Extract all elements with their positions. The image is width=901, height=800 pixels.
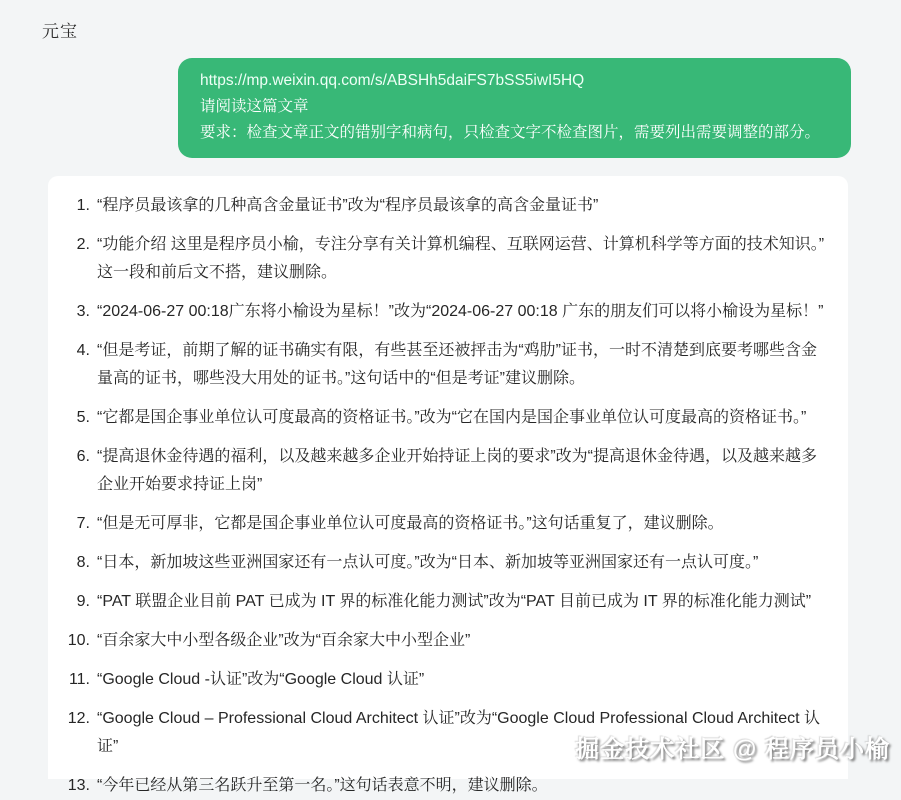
list-item-number: 11. [68,671,90,688]
list-item [48,588,828,616]
list-item-text: “它都是国企事业单位认可度最高的资格证书。”改为“它在国内是国企事业单位认可度最高的资格证书。” [97,409,807,426]
list-item-number: 5. [76,409,90,426]
list-item-number: 12. [67,710,90,727]
list-item-text: “程序员最该拿的几种高含金量证书”改为“程序员最该拿的高含金量证书” [97,197,599,214]
list-item-number: 13. [67,777,90,794]
list-item [48,231,828,287]
list-item [48,666,828,694]
list-item-number: 2. [76,236,90,253]
list-item-number: 6. [76,448,90,465]
list-item-text: “但是考证，前期了解的证书确实有限，有些甚至还被抨击为“鸡肋”证书，一时不清楚到底要考哪些含金量高的证书，哪些没大用处的证书。”这句话中的“但是考证”建议删除。 [97,342,817,387]
message-requirements-line: 要求：检查文章正文的错别字和病句，只检查文字不检查图片，需要列出需要调整的部分。 [200,124,821,141]
corrections-list [48,192,828,800]
list-item-text: “Google Cloud -认证”改为“Google Cloud 认证” [97,671,425,688]
watermark: 掘金技术社区 @ 程序员小榆 [575,736,890,763]
list-item-number: 8. [76,554,90,571]
list-item [48,337,828,393]
list-item-number: 1. [76,197,90,214]
user-message-bubble [178,58,851,158]
list-item-number: 4. [76,342,90,359]
list-item-number: 7. [76,515,90,532]
list-item-text: “2024-06-27 00:18广东将小榆设为星标！”改为“2024-06-27 00:18 广东的朋友们可以将小榆设为星标！” [97,303,824,320]
list-item-text: “功能介绍 这里是程序员小榆，专注分享有关计算机编程、互联网运营、计算机科学等方面的技术知识。” 这一段和前后文不搭，建议删除。 [97,236,825,281]
message-url-link[interactable]: https://mp.weixin.qq.com/s/ABSHh5daiFS7bSS5iwI5HQ [200,72,585,89]
list-item [48,404,828,432]
list-item [48,192,828,220]
list-item [48,443,828,499]
list-item-text: “Google Cloud – Professional Cloud Architect 认证”改为“Google Cloud Professional Cloud Architect 认证” [97,710,821,755]
list-item [48,549,828,577]
list-item-text: “今年已经从第三名跃升至第一名。”这句话表意不明，建议删除。 [97,777,548,794]
list-item-text: “日本，新加坡这些亚洲国家还有一点认可度。”改为“日本、新加坡等亚洲国家还有一点认可度。” [97,554,759,571]
assistant-response-panel [48,176,848,794]
list-item-text: “PAT 联盟企业目前 PAT 已成为 IT 界的标准化能力测试”改为“PAT 目前已成为 IT 界的标准化能力测试” [97,593,812,610]
list-item [48,772,828,800]
list-item [48,510,828,538]
list-item-number: 9. [76,593,90,610]
list-item-text: “提高退休金待遇的福利，以及越来越多企业开始持证上岗的要求”改为“提高退休金待遇，以及越来越多企业开始要求持证上岗” [97,448,817,493]
message-line: 请阅读这篇文章 [200,98,309,115]
list-item-text: “百余家大中小型各级企业”改为“百余家大中小型企业” [97,632,471,649]
app-title: 元宝 [42,22,78,41]
list-item-number: 10. [67,632,90,649]
list-item-text: “但是无可厚非，它都是国企事业单位认可度最高的资格证书。”这句话重复了，建议删除。 [97,515,724,532]
list-item-number: 3. [76,303,90,320]
list-item [48,627,828,655]
list-item [48,298,828,326]
